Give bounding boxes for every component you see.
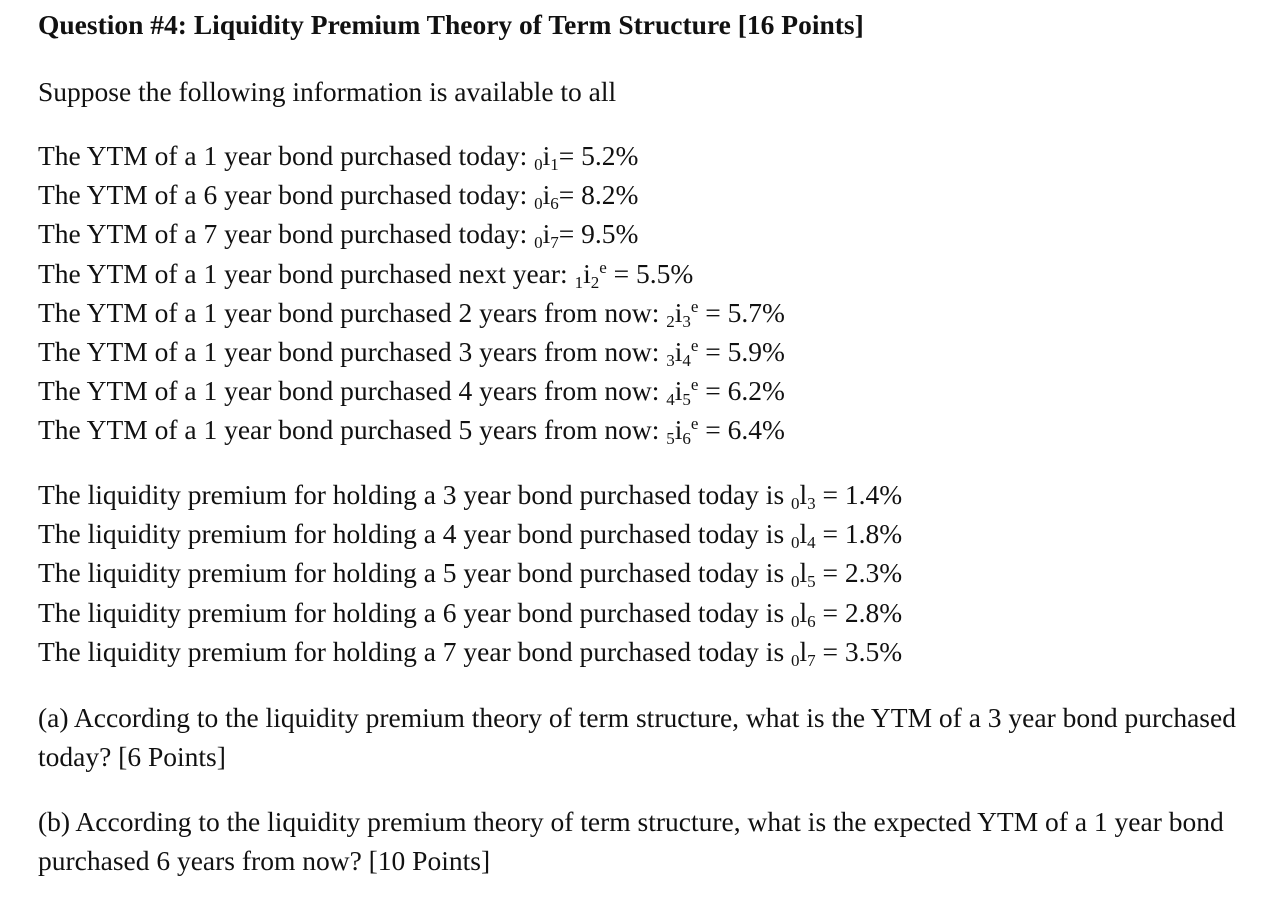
liquidity-row-value: = 1.8% — [815, 518, 903, 550]
ytm-row — [38, 371, 785, 410]
liquidity-premium-list — [38, 475, 902, 671]
ytm-row-prefix-subscript: 5 — [666, 429, 675, 449]
ytm-row-superscript: e — [599, 257, 607, 277]
liquidity-row-value: = 1.4% — [815, 479, 903, 510]
ytm-row — [38, 332, 785, 371]
ytm-row — [38, 254, 785, 293]
liquidity-row — [38, 632, 902, 671]
ytm-row-symbol: i — [583, 257, 591, 289]
ytm-row-symbol: i — [674, 296, 683, 328]
ytm-row — [38, 410, 785, 449]
ytm-row-prefix-subscript: 0 — [534, 233, 543, 253]
ytm-row — [38, 214, 785, 253]
ytm-row-text: The YTM of a 1 year bond purchased 5 years from now: — [38, 414, 667, 446]
liquidity-row-prefix-subscript: 0 — [791, 650, 800, 670]
question-a: (a) According to the liquidity premium theory of term structure, what is the YTM of a 3 year bond purchased today? [6 Points] — [38, 702, 1236, 772]
ytm-row-text: The YTM of a 1 year bond purchased today: — [38, 140, 535, 171]
liquidity-row-prefix-subscript: 0 — [791, 572, 800, 592]
liquidity-row-text: The liquidity premium for holding a 6 year bond purchased today is — [38, 596, 792, 628]
ytm-row-prefix-subscript: 1 — [574, 272, 584, 292]
liquidity-row-subscript: 7 — [807, 650, 816, 670]
question-b: (b) According to the liquidity premium theory of term structure, what is the expected YTM of a 1 year bond purchased 6 years from now? [10 Points] — [38, 806, 1224, 876]
ytm-row-subscript: 6 — [682, 429, 691, 449]
liquidity-row-symbol: l — [799, 557, 808, 589]
ytm-row-symbol: i — [542, 140, 551, 171]
ytm-list — [38, 136, 785, 450]
liquidity-row-value: = 3.5% — [815, 635, 903, 667]
liquidity-row-subscript: 5 — [807, 572, 816, 592]
ytm-row-symbol: i — [542, 218, 551, 250]
liquidity-row — [38, 514, 902, 553]
ytm-row-value: = 5.5% — [606, 257, 694, 289]
ytm-row-superscript: e — [690, 414, 699, 434]
liquidity-row-text: The liquidity premium for holding a 3 year bond purchased today is — [38, 479, 792, 510]
ytm-row-subscript: 4 — [682, 350, 691, 370]
ytm-row-prefix-subscript: 0 — [534, 155, 543, 174]
liquidity-row-symbol: l — [799, 479, 808, 510]
ytm-row-symbol: i — [542, 179, 551, 211]
ytm-row-superscript: e — [690, 335, 699, 355]
ytm-row-prefix-subscript: 2 — [666, 311, 675, 331]
ytm-row-value: = 6.4% — [698, 414, 785, 446]
liquidity-row-text: The liquidity premium for holding a 4 year bond purchased today is — [38, 518, 792, 550]
ytm-row-text: The YTM of a 1 year bond purchased next year: — [38, 257, 575, 289]
liquidity-row-text: The liquidity premium for holding a 5 year bond purchased today is — [38, 557, 792, 589]
ytm-row — [38, 293, 785, 332]
ytm-row-prefix-subscript: 4 — [666, 390, 675, 410]
ytm-row-value: = 5.7% — [698, 296, 785, 328]
ytm-row-symbol: i — [674, 414, 683, 446]
liquidity-row — [38, 593, 902, 632]
ytm-row-value: = 6.2% — [698, 375, 785, 407]
liquidity-row-subscript: 4 — [807, 533, 816, 553]
ytm-row-prefix-subscript: 0 — [534, 194, 543, 214]
liquidity-row-value: = 2.8% — [815, 596, 903, 628]
ytm-row-value: = 5.2% — [558, 140, 639, 171]
ytm-row-value: = 5.9% — [698, 335, 785, 367]
intro-text: Suppose the following information is available to all — [38, 76, 617, 107]
ytm-row-text: The YTM of a 1 year bond purchased 3 years from now: — [38, 335, 667, 367]
liquidity-row-prefix-subscript: 0 — [791, 533, 800, 553]
question-title: Question #4: Liquidity Premium Theory of Term Structure [16 Points] — [38, 9, 864, 40]
ytm-row-subscript: 2 — [590, 272, 600, 292]
liquidity-row-prefix-subscript: 0 — [791, 494, 800, 513]
ytm-row — [38, 136, 785, 175]
liquidity-row — [38, 553, 902, 592]
ytm-row-value: = 8.2% — [558, 179, 639, 211]
ytm-row-subscript: 7 — [550, 233, 559, 253]
ytm-row-subscript: 6 — [550, 194, 559, 214]
ytm-row-prefix-subscript: 3 — [666, 350, 675, 370]
ytm-row-subscript: 5 — [682, 390, 691, 410]
ytm-row — [38, 175, 785, 214]
ytm-row-subscript: 3 — [682, 311, 691, 331]
liquidity-row-subscript: 6 — [807, 611, 816, 631]
ytm-row-superscript: e — [690, 296, 699, 316]
ytm-row-text: The YTM of a 7 year bond purchased today: — [38, 218, 535, 250]
ytm-row-text: The YTM of a 1 year bond purchased 2 years from now: — [38, 296, 667, 328]
liquidity-row-value: = 2.3% — [815, 557, 903, 589]
liquidity-row — [38, 475, 902, 514]
liquidity-row-prefix-subscript: 0 — [791, 611, 800, 631]
liquidity-row-symbol: l — [799, 518, 808, 550]
liquidity-row-subscript: 3 — [807, 494, 816, 513]
ytm-row-subscript: 1 — [550, 155, 559, 174]
liquidity-row-symbol: l — [799, 635, 808, 667]
liquidity-row-symbol: l — [799, 596, 808, 628]
ytm-row-text: The YTM of a 6 year bond purchased today: — [38, 179, 535, 211]
ytm-row-symbol: i — [674, 375, 683, 407]
ytm-row-symbol: i — [674, 335, 683, 367]
ytm-row-text: The YTM of a 1 year bond purchased 4 years from now: — [38, 375, 667, 407]
ytm-row-superscript: e — [690, 375, 699, 395]
liquidity-row-text: The liquidity premium for holding a 7 year bond purchased today is — [38, 635, 792, 667]
ytm-row-value: = 9.5% — [558, 218, 639, 250]
